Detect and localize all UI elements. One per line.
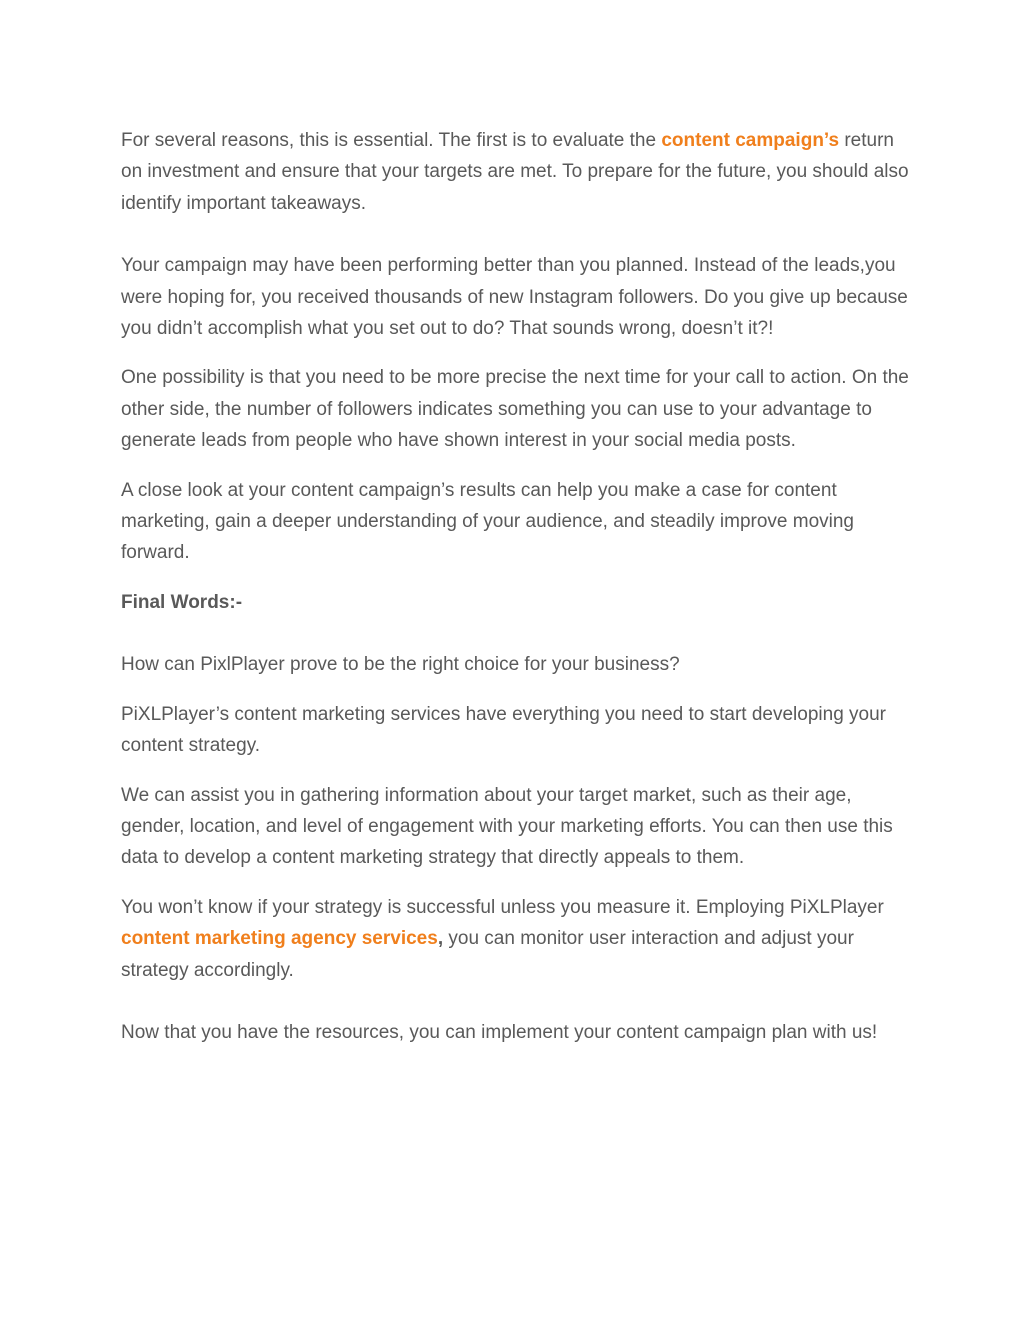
call-to-action-paragraph: One possibility is that you need to be more precise the next time for your call to action. On the other side, the number of followers indicates something you can use to your advantage to generate leads from people who have shown interest in your social media posts. [121, 367, 909, 452]
right-choice-paragraph: How can PixlPlayer prove to be the right choice for your business? [121, 654, 680, 676]
intro-text-after: return on investment and ensure that your targets are met. To prepare for the future, you should also identify important takeaways. [121, 130, 909, 214]
final-words-heading: Final Words:- [121, 591, 243, 613]
measure-text-before: You won’t know if your strategy is successful unless you measure it. Employing PiXLPlayer [121, 896, 884, 918]
closing-paragraph: Now that you have the resources, you can implement your content campaign plan with us! [121, 1021, 878, 1043]
intro-paragraph [121, 125, 911, 219]
services-paragraph: PiXLPlayer’s content marketing services have everything you need to start developing your content strategy. [121, 703, 887, 757]
intro-text-before: For several reasons, this is essential. The first is to evaluate the [121, 130, 662, 151]
agency-services-link[interactable]: content marketing agency services [121, 928, 438, 950]
target-market-paragraph: We can assist you in gathering information about your target market, such as their age, gender, location, and level of engagement with your marketing efforts. You can then use this data to develop a content marketing strategy that directly appeals to them. [121, 784, 893, 869]
measure-strategy-paragraph [121, 892, 911, 986]
document-page [121, 125, 911, 1048]
campaign-performance-paragraph: Your campaign may have been performing better than you planned. Instead of the leads,you were hoping for, you received thousands of new Instagram followers. Do you give up because you didn’t accomplish what you set out to do? That sounds wrong, doesn’t it?! [121, 255, 908, 340]
measure-text-after: you can monitor user interaction and adjust your strategy accordingly. [121, 928, 854, 981]
close-look-paragraph: A close look at your content campaign’s results can help you make a case for content marketing, gain a deeper understanding of your audience, and steadily improve moving forward. [121, 479, 855, 564]
link-comma: , [437, 928, 444, 950]
content-campaign-link[interactable]: content campaign’s [661, 130, 840, 151]
